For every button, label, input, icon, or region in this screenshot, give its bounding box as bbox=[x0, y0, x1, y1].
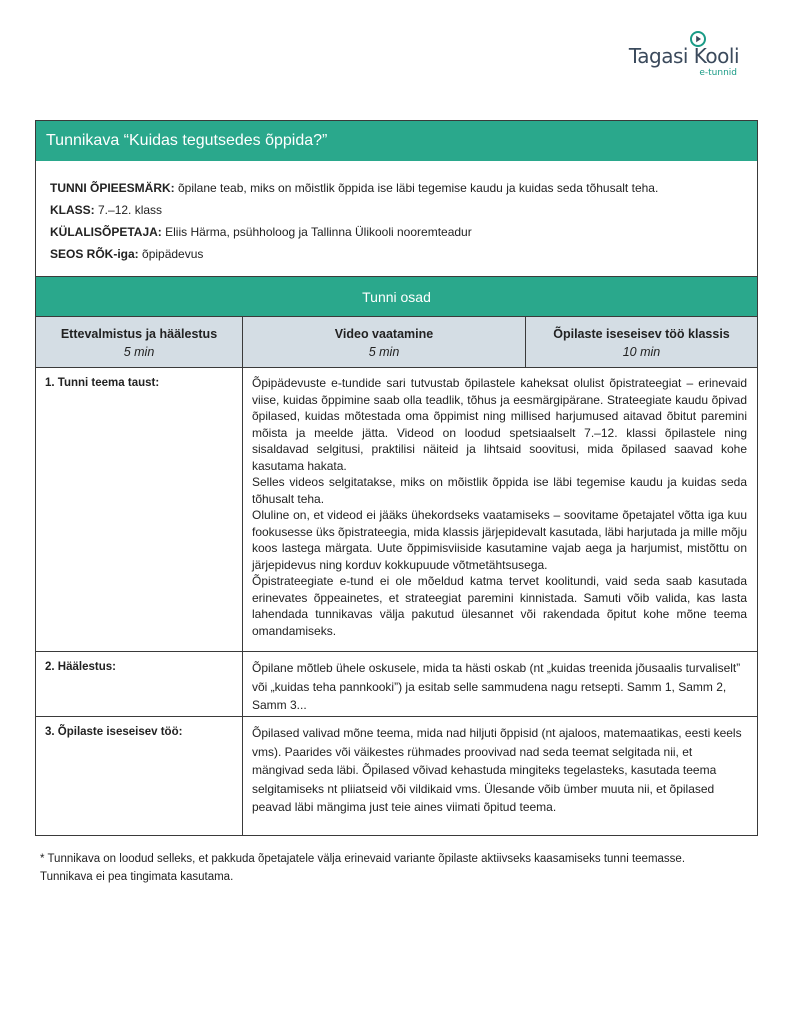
info-label: KÜLALISÕPETAJA: bbox=[50, 225, 162, 239]
paragraph: Õpilane mõtleb ühele oskusele, mida ta hästi oskab (nt „kuidas treenida jõusaalis turvaliselt” või „kuidas teha pannkooki”) ja esitab selle sammudena nagu retsepti. Samm 1, Samm 2, Samm 3... bbox=[252, 661, 741, 713]
phase-name: Ettevalmistus ja häälestus bbox=[60, 327, 218, 341]
lesson-parts-header: Tunni osad bbox=[36, 276, 757, 316]
info-class bbox=[50, 199, 740, 221]
phase-time: 10 min bbox=[622, 345, 661, 359]
table-row-independent-work bbox=[36, 716, 757, 836]
logo-wordmark: Tagasi Kooli bbox=[628, 44, 739, 68]
row-text bbox=[243, 717, 757, 836]
paragraph: Õpipädevuste e-tundide sari tutvustab õpilastele kaheksat olulist õpistrateegiat – erinevaid viise, kuidas õppimine saab olla teadlik, tõhus ja eesmärgipärane. Strateegiate kaudu õpivad õpilased, kuidas mõtestada oma õppimist ning millised harjumused aitavad õbitut paremini mõista ja meelde jätta. Videod on loodud spetsiaalselt 7.–12. klassi õpilastele ning sisaldavad selgitusi, praktilisi näiteid ja lihtsaid soovitusi, mida õpilased saavad kohe kasutama hakata. bbox=[252, 376, 747, 473]
row-label: 3. Õpilaste iseseisev töö: bbox=[36, 717, 243, 836]
phase-independent-work bbox=[526, 317, 757, 367]
row-text bbox=[243, 652, 757, 716]
info-value: õpilane teab, miks on mõistlik õppida ise läbi tegemise kaudu ja kuidas seda tõhusalt teha. bbox=[174, 181, 659, 195]
lesson-phases bbox=[36, 316, 757, 368]
info-value: õpipädevus bbox=[138, 247, 204, 261]
info-goal bbox=[50, 177, 740, 199]
info-label: SEOS RÕK-iga: bbox=[50, 247, 139, 261]
logo-subtitle: e-tunnid bbox=[699, 68, 737, 78]
info-value: 7.–12. klass bbox=[94, 203, 163, 217]
info-label: TUNNI ÕPIEESMÄRK: bbox=[50, 181, 175, 195]
row-text bbox=[243, 368, 757, 651]
logo bbox=[619, 30, 739, 80]
paragraph: Õpistrateegiate e-tund ei ole mõeldud katma tervet koolitundi, vaid seda saab kasutada erinevates õppeainetes, et strateegiat paremini kinnistada. Samuti võib valida, kas lasta lahendada tunnikavas välja pakutud ülesannet või rakendada õpitut kohe mõne teema omandamiseks. bbox=[252, 574, 747, 638]
table-row-topic-background bbox=[36, 368, 757, 651]
phase-preparation bbox=[36, 317, 243, 367]
info-label: KLASS: bbox=[50, 203, 95, 217]
row-label: 2. Häälestus: bbox=[36, 652, 243, 716]
lesson-plan-title: Tunnikava “Kuidas tegutsedes õppida?” bbox=[36, 121, 757, 161]
paragraph: Õpilased valivad mõne teema, mida nad hiljuti õppisid (nt ajaloos, matemaatikas, eesti keels vms). Paarides või väikestes rühmades proovivad nad seda teemat selgitada nii, et mängivad seda läbi. Õpilased võivad kehastuda mingiteks tegelasteks, kasutada teema selgitamiseks nt pliiatseid või vildikaid vms. Ülesande võib ümber muuta nii, et õpilased peavad läbi mängima just teie aines viimati õpitud teema. bbox=[252, 726, 742, 815]
phase-time: 5 min bbox=[123, 345, 155, 359]
info-guest-teacher bbox=[50, 221, 740, 243]
paragraph: Oluline on, et videod ei jääks ühekordseks vaatamiseks – soovitame õpetajatel võtta iga kuu fookusesse üks õpistrateegia, mida klassis järjepidevalt kasutada, läbi harjutada ja mille mõju koos lastega märgata. Uute õppimisviiside kasutamine vajab aega ja harjumist, mistõttu on järjepidevus ning korduv kokkupuude võtmetähtsusega. bbox=[252, 508, 747, 572]
phase-video bbox=[243, 317, 526, 367]
paragraph: Selles videos selgitatakse, miks on mõistlik õppida ise läbi tegemise kaudu ja kuidas seda tõhusalt teha. bbox=[252, 475, 747, 506]
lesson-plan-table bbox=[35, 120, 758, 836]
phase-name: Video vaatamine bbox=[334, 327, 434, 341]
phase-time: 5 min bbox=[368, 345, 400, 359]
table-row-warmup bbox=[36, 651, 757, 716]
footnote: * Tunnikava on loodud selleks, et pakkuda õpetajatele välja erinevaid variante õpilaste aktiivseks kaasamiseks tunni teemasse. Tunnikava ei pea tingimata kasutama. bbox=[40, 853, 686, 883]
lesson-info bbox=[50, 177, 740, 265]
row-label: 1. Tunni teema taust: bbox=[36, 368, 243, 651]
phase-name: Õpilaste iseseisev töö klassis bbox=[553, 327, 730, 341]
info-value: Eliis Härma, psühholoog ja Tallinna Ülikooli nooremteadur bbox=[161, 225, 472, 239]
info-curriculum-link bbox=[50, 243, 740, 265]
